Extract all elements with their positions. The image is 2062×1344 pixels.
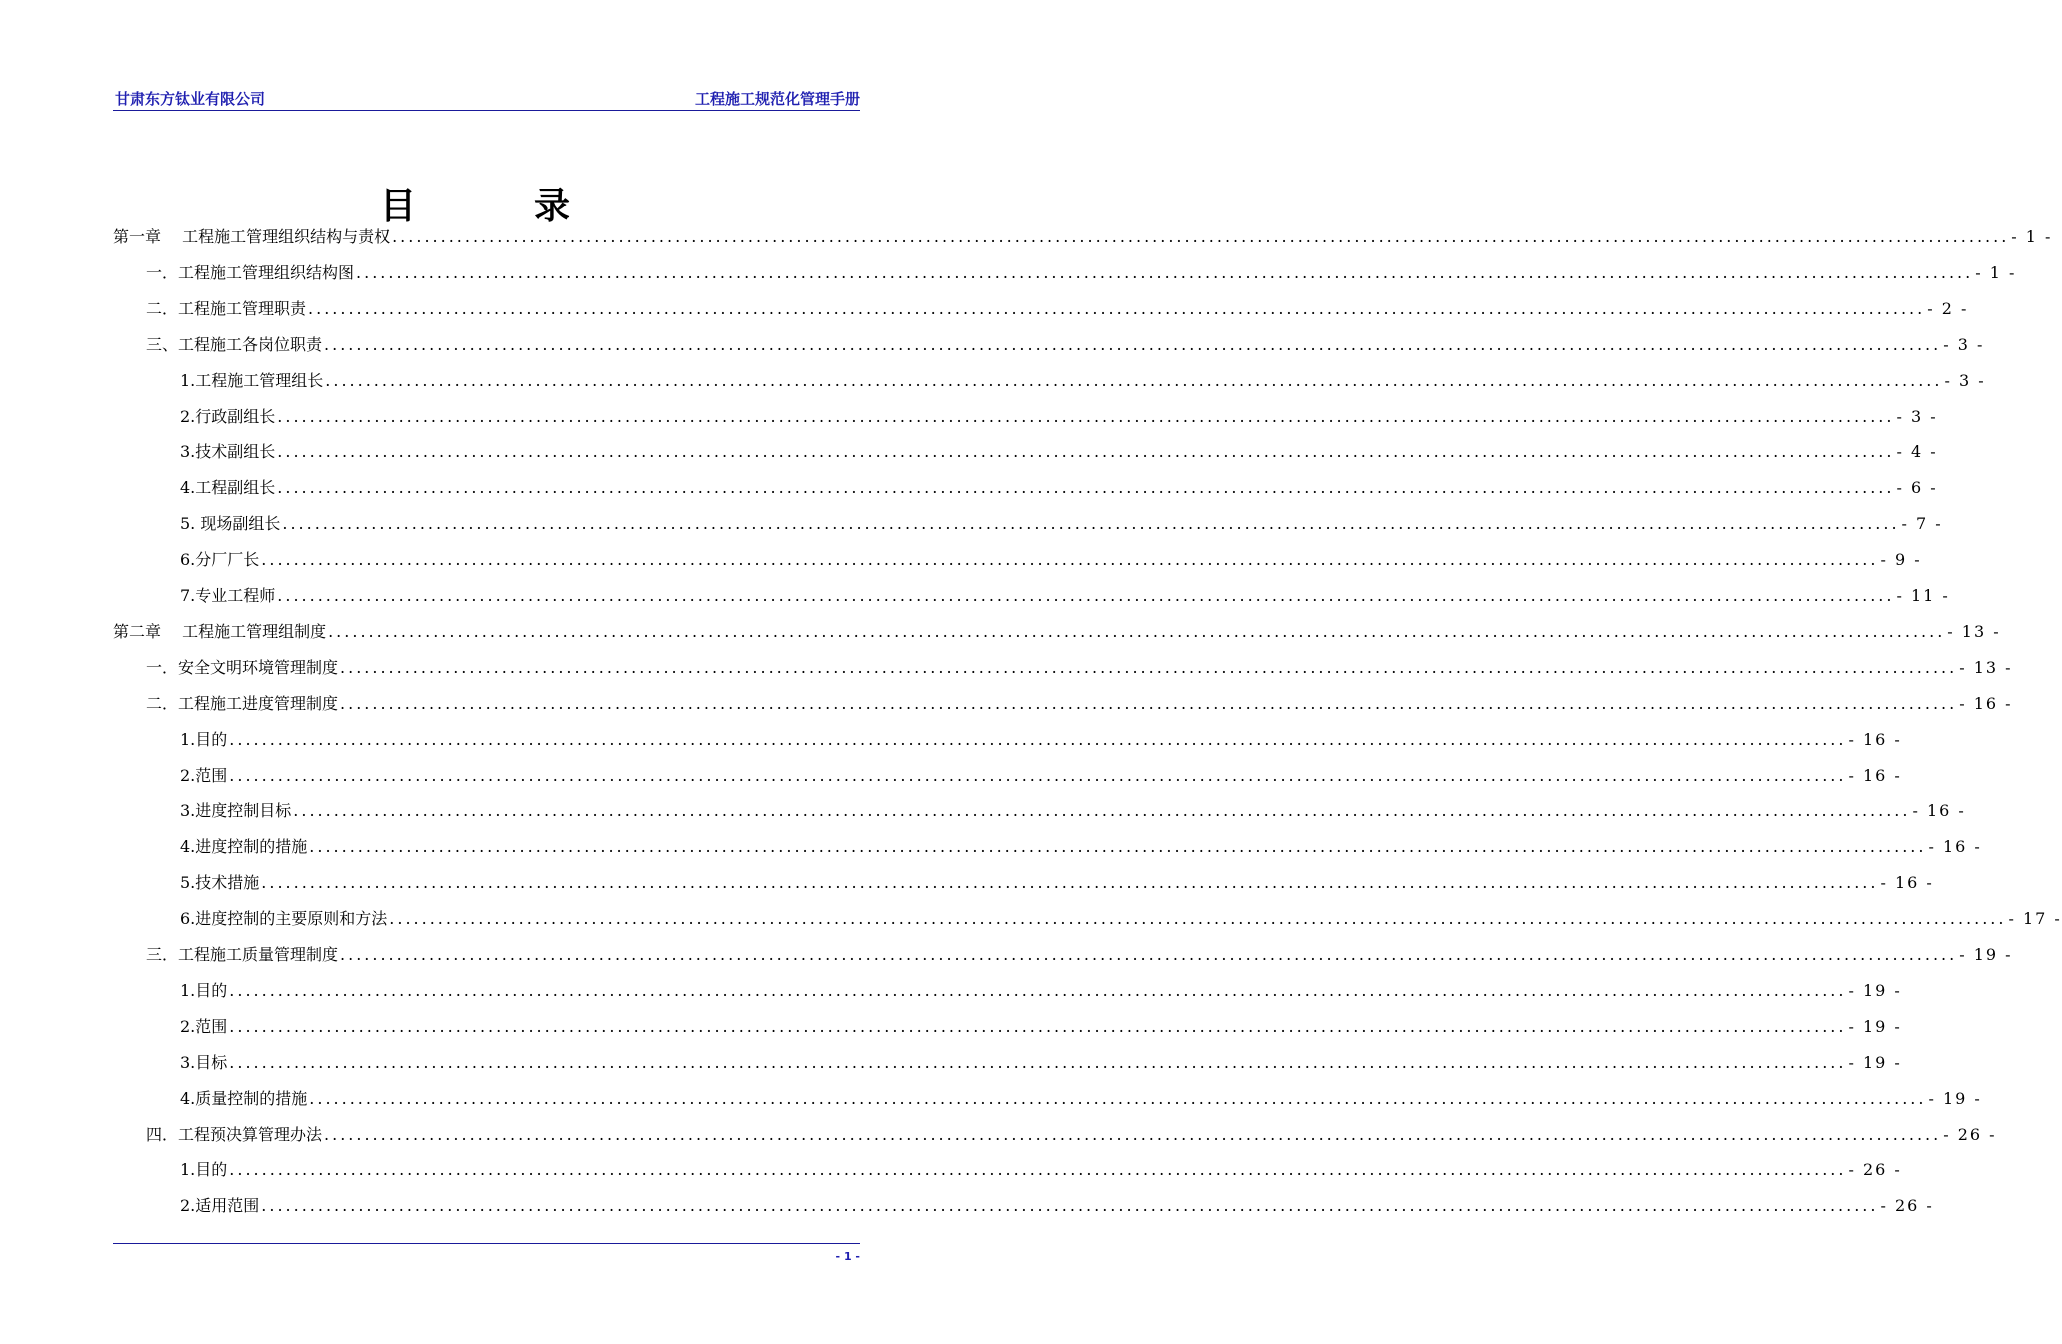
toc-entry[interactable] — [180, 368, 1986, 398]
toc-entry[interactable] — [180, 439, 1938, 469]
toc-leader-dots: ........................................................................................................................................................................................................ — [340, 945, 1958, 964]
toc-entry-label: 3.进度控制目标 — [180, 801, 292, 821]
toc-leader-dots: ........................................................................................................................................................................................................ — [328, 621, 1946, 641]
toc-entry[interactable] — [180, 511, 1943, 541]
toc-entry-page: - 2 - — [1927, 298, 1969, 318]
toc-entry-label: 一．工程施工管理组织结构图 — [146, 262, 355, 282]
toc-entry[interactable] — [113, 619, 2001, 649]
toc-leader-dots: ........................................................................................................................................................................................................ — [277, 442, 1895, 462]
toc-entry[interactable] — [146, 942, 2013, 972]
toc-entry-page: - 7 - — [1901, 514, 1943, 534]
toc-entry[interactable] — [180, 763, 1902, 793]
toc-entry-page: - 26 - — [1943, 1124, 1997, 1144]
toc-leader-dots: ........................................................................................................................................................................................................ — [309, 1088, 1927, 1108]
toc-leader-dots: ........................................................................................................................................................................................................ — [229, 729, 1847, 749]
toc-entry-label: 1.目的 — [180, 729, 228, 749]
toc-entry-page: - 3 - — [1896, 406, 1938, 426]
toc-entry-page: - 26 - — [1848, 1160, 1902, 1180]
toc-entry[interactable] — [180, 1157, 1902, 1187]
toc-entry-label: 二．工程施工进度管理制度 — [146, 693, 339, 713]
toc-entry[interactable] — [180, 1193, 1934, 1223]
toc-entry-label: 1.目的 — [180, 1160, 228, 1180]
toc-title-right: 录 — [534, 186, 571, 227]
toc-entry-page: - 19 - — [1959, 945, 2013, 964]
toc-leader-dots: ........................................................................................................................................................................................................ — [340, 693, 1958, 713]
toc-entry-label: 5. 现场副组长 — [180, 514, 281, 534]
toc-entry[interactable] — [180, 906, 2062, 936]
toc-leader-dots: ........................................................................................................................................................................................................ — [356, 262, 1974, 282]
toc-entry[interactable] — [180, 870, 1934, 900]
toc-entry-label: 2.适用范围 — [180, 1196, 260, 1216]
toc-entry-label: 2.范围 — [180, 765, 228, 785]
toc-leader-dots: ........................................................................................................................................................................................................ — [324, 334, 1942, 354]
toc-entry-label: 4.进度控制的措施 — [180, 837, 308, 857]
toc-leader-dots: ........................................................................................................................................................................................................ — [293, 801, 1911, 821]
toc-entry-label: 4.工程副组长 — [180, 478, 276, 498]
toc-entry-label: 3.目标 — [180, 1052, 228, 1072]
toc-entry-page: - 9 - — [1880, 550, 1922, 570]
toc-entry[interactable] — [113, 224, 2053, 254]
toc-entry-label: 第二章 工程施工管理组制度 — [113, 621, 327, 641]
toc-entry-label: 2.范围 — [180, 1016, 228, 1036]
toc-title — [0, 178, 950, 229]
toc-leader-dots: ........................................................................................................................................................................................................ — [340, 657, 1958, 677]
toc-leader-dots: ........................................................................................................................................................................................................ — [309, 837, 1927, 857]
toc-entry-label: 四．工程预决算管理办法 — [146, 1124, 323, 1144]
toc-leader-dots: ........................................................................................................................................................................................................ — [277, 406, 1895, 426]
toc-entry-label: 3.技术副组长 — [180, 442, 276, 462]
toc-entry[interactable] — [180, 583, 1950, 613]
toc-entry-page: - 26 - — [1880, 1196, 1934, 1216]
toc-entry-page: - 16 - — [1928, 837, 1982, 857]
toc-entry-page: - 16 - — [1848, 729, 1902, 749]
toc-entry[interactable] — [146, 296, 1969, 326]
toc-title-left: 目 — [379, 186, 416, 227]
toc-entry-label: 三、工程施工各岗位职责 — [146, 334, 323, 354]
toc-entry-label: 6.进度控制的主要原则和方法 — [180, 909, 388, 929]
toc-leader-dots: ........................................................................................................................................................................................................ — [282, 514, 1900, 534]
toc-entry[interactable] — [180, 1086, 1982, 1116]
toc-entry-label: 1.目的 — [180, 980, 228, 1000]
header-manual-title: 工程施工规范化管理手册 — [694, 90, 860, 108]
toc-entry-page: - 1 - — [1975, 262, 2017, 282]
toc-entry-page: - 11 - — [1896, 586, 1950, 605]
toc-entry-page: - 3 - — [1943, 334, 1985, 354]
toc-leader-dots: ........................................................................................................................................................................................................ — [277, 478, 1895, 498]
toc-entry[interactable] — [146, 260, 2017, 290]
toc-entry[interactable] — [180, 475, 1938, 505]
toc-leader-dots: ........................................................................................................................................................................................................ — [308, 298, 1926, 318]
toc-entry[interactable] — [180, 978, 1902, 1008]
toc-entry-label: 5.技术措施 — [180, 873, 260, 893]
toc-entry[interactable] — [146, 691, 2013, 721]
toc-entry[interactable] — [146, 1122, 1997, 1152]
toc-entry-page: - 16 - — [1912, 801, 1966, 821]
toc-leader-dots: ........................................................................................................................................................................................................ — [325, 370, 1943, 390]
toc-leader-dots: ........................................................................................................................................................................................................ — [229, 1052, 1847, 1072]
toc-entry-page: - 16 - — [1848, 765, 1902, 785]
toc-entry-page: - 16 - — [1880, 873, 1934, 893]
toc-entry-label: 7.专业工程师 — [180, 586, 276, 605]
toc-entry[interactable] — [180, 1014, 1902, 1044]
footer-page-number: - 1 - — [835, 1250, 860, 1263]
toc-entry-page: - 19 - — [1928, 1088, 1982, 1108]
footer-rule — [113, 1243, 860, 1246]
toc-leader-dots: ........................................................................................................................................................................................................ — [261, 1196, 1879, 1216]
toc-leader-dots: ........................................................................................................................................................................................................ — [229, 980, 1847, 1000]
toc-entry-label: 二．工程施工管理职责 — [146, 298, 307, 318]
toc-entry-label: 一．安全文明环境管理制度 — [146, 657, 339, 677]
toc-entry[interactable] — [180, 404, 1938, 434]
toc-leader-dots: ........................................................................................................................................................................................................ — [261, 550, 1879, 570]
toc-leader-dots: ........................................................................................................................................................................................................ — [392, 227, 2010, 246]
toc-entry-label: 第一章 工程施工管理组织结构与责权 — [113, 227, 391, 246]
toc-leader-dots: ........................................................................................................................................................................................................ — [324, 1124, 1942, 1144]
toc-entry-page: - 13 - — [1959, 657, 2013, 677]
toc-entry-label: 三．工程施工质量管理制度 — [146, 945, 339, 964]
toc-entry-label: 2.行政副组长 — [180, 406, 276, 426]
toc-entry-label: 1.工程施工管理组长 — [180, 370, 324, 390]
toc-entry-page: - 16 - — [1959, 693, 2013, 713]
header-company: 甘肃东方钛业有限公司 — [115, 90, 266, 108]
toc-leader-dots: ........................................................................................................................................................................................................ — [277, 586, 1895, 605]
toc-leader-dots: ........................................................................................................................................................................................................ — [229, 765, 1847, 785]
toc-entry-label: 6.分厂厂长 — [180, 550, 260, 570]
toc-entry-page: - 3 - — [1944, 370, 1986, 390]
toc-entry[interactable] — [146, 332, 1985, 362]
toc-leader-dots: ........................................................................................................................................................................................................ — [229, 1016, 1847, 1036]
toc-entry-page: - 19 - — [1848, 1016, 1902, 1036]
toc-entry[interactable] — [180, 798, 1966, 828]
toc-entry-page: - 1 - — [2011, 227, 2053, 246]
toc-leader-dots: ........................................................................................................................................................................................................ — [229, 1160, 1847, 1180]
toc-entry[interactable] — [180, 834, 1982, 864]
toc-leader-dots: ........................................................................................................................................................................................................ — [389, 909, 2007, 929]
toc-entry[interactable] — [180, 727, 1902, 757]
toc-entry-page: - 6 - — [1896, 478, 1938, 498]
toc-entry[interactable] — [180, 1050, 1902, 1080]
toc-entry-label: 4.质量控制的措施 — [180, 1088, 308, 1108]
toc-entry-page: - 17 - — [2008, 909, 2062, 929]
toc-entry-page: - 4 - — [1896, 442, 1938, 462]
toc-entry-page: - 19 - — [1848, 1052, 1902, 1072]
toc-entry[interactable] — [180, 547, 1922, 577]
toc-entry-page: - 19 - — [1848, 980, 1902, 1000]
toc-leader-dots: ........................................................................................................................................................................................................ — [261, 873, 1879, 893]
page-header — [113, 86, 860, 111]
toc-entry-page: - 13 - — [1947, 621, 2001, 641]
toc-entry[interactable] — [146, 655, 2013, 685]
